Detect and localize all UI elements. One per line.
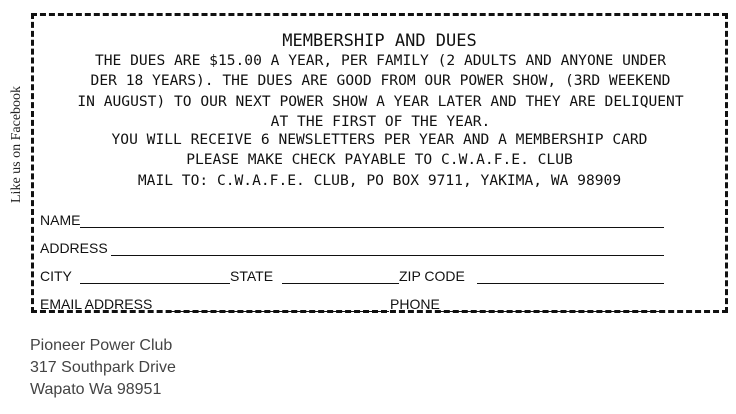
- form-title: MEMBERSHIP AND DUES: [282, 31, 477, 51]
- facebook-sidebar-text: Like us on Facebook: [9, 85, 24, 203]
- name-label: NAME: [40, 212, 81, 228]
- membership-form: [31, 13, 728, 313]
- club-city: Wapato Wa 98951: [30, 381, 162, 398]
- mail-info: MAIL TO: C.W.A.F.E. CLUB, PO BOX 9711, YAKIMA, WA 98909: [137, 172, 622, 189]
- phone-label: PHONE: [390, 296, 440, 312]
- email-label: EMAIL ADDRESS: [40, 296, 153, 312]
- newsletter-info: YOU WILL RECEIVE 6 NEWSLETTERS PER YEAR AND A MEMBERSHIP CARD: [111, 131, 648, 148]
- email-phone-row: [40, 296, 725, 314]
- dues-description: THE DUES ARE $15.00 A YEAR, PER FAMILY (2 ADULTS AND ANYONE UNDER DER 18 YEARS). THE DUES ARE GOOD FROM OUR POWER SHOW, (3RD WEEKEND IN AUGUST) TO OUR NEXT POWER SHOW A YEAR LATER AND THEY ARE DELIQUENT AT THE FIRST OF THE YEAR.: [77, 52, 684, 130]
- club-street: 317 Southpark Drive: [30, 359, 176, 376]
- state-field[interactable]: [282, 283, 399, 284]
- zip-field[interactable]: [477, 283, 664, 284]
- phone-field[interactable]: [438, 311, 664, 312]
- state-label: STATE: [230, 268, 274, 284]
- city-label: CITY: [40, 268, 72, 284]
- zip-label: ZIP CODE: [399, 268, 465, 284]
- club-name: Pioneer Power Club: [30, 337, 173, 354]
- city-state-zip-row: [40, 268, 725, 286]
- address-row: [40, 240, 725, 258]
- check-info: PLEASE MAKE CHECK PAYABLE TO C.W.A.F.E. CLUB: [186, 151, 573, 168]
- name-field[interactable]: [80, 227, 664, 228]
- address-field[interactable]: [111, 255, 664, 256]
- address-label: ADDRESS: [40, 240, 108, 256]
- email-field[interactable]: [171, 311, 389, 312]
- city-field[interactable]: [80, 283, 230, 284]
- name-row: [40, 212, 725, 230]
- club-address: [30, 335, 176, 401]
